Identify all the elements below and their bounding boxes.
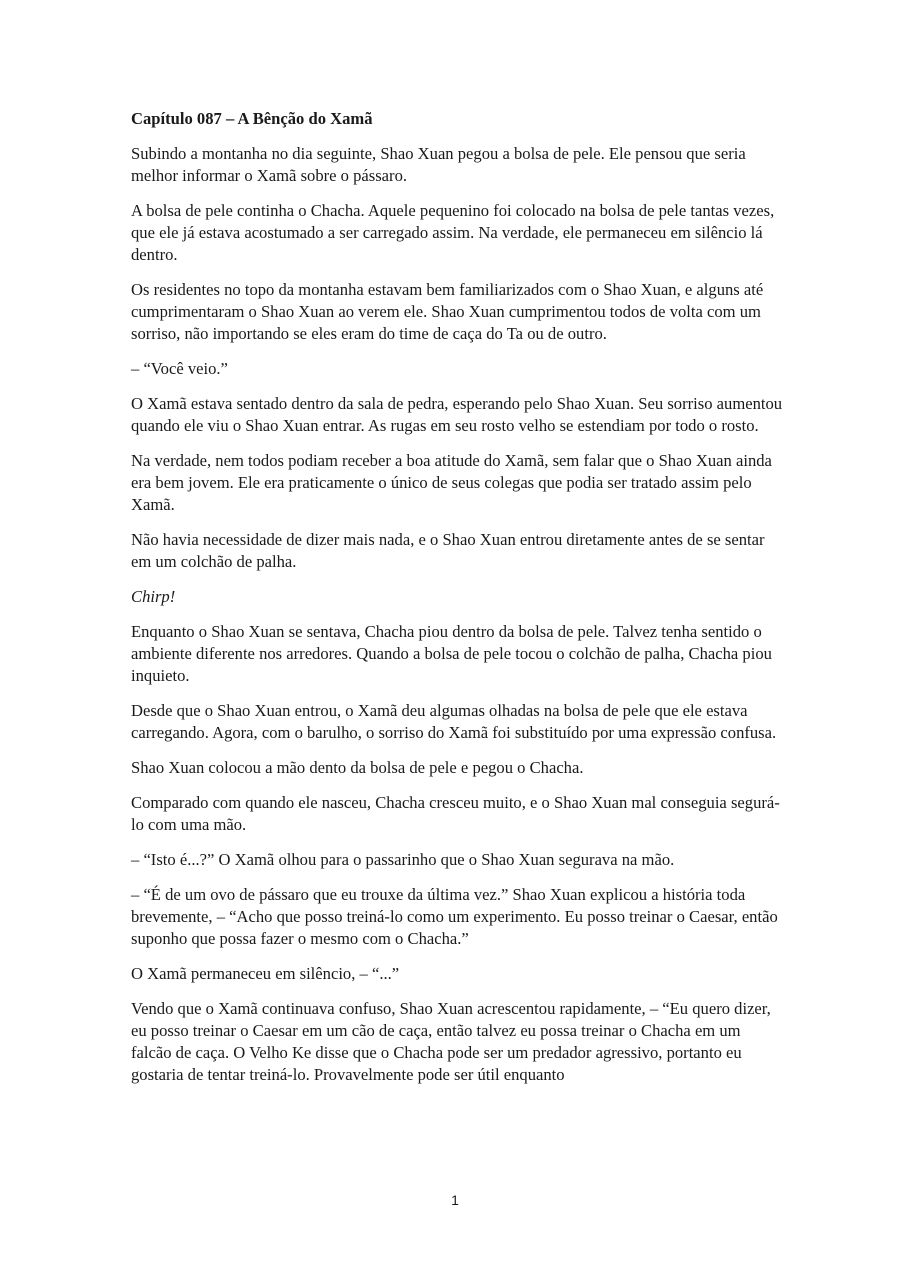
paragraph: Comparado com quando ele nasceu, Chacha cresceu muito, e o Shao Xuan mal conseguia segurá-lo com uma mão. xyxy=(131,793,780,834)
paragraph: Subindo a montanha no dia seguinte, Shao Xuan pegou a bolsa de pele. Ele pensou que seria melhor informar o Xamã sobre o pássaro. xyxy=(131,144,746,185)
paragraph: Vendo que o Xamã continuava confuso, Shao Xuan acrescentou rapidamente, – “Eu quero dizer, eu posso treinar o Caesar em um cão de caça, então talvez eu possa treinar o Chacha em um falcão de caça. O Velho Ke disse que o Chacha pode ser um predador agressivo, portanto eu gostaria de tentar treiná-lo. Provavelmente pode ser útil enquanto xyxy=(131,999,771,1084)
paragraph: – “Isto é...?” O Xamã olhou para o passarinho que o Shao Xuan segurava na mão. xyxy=(131,850,675,869)
paragraph: Na verdade, nem todos podiam receber a boa atitude do Xamã, sem falar que o Shao Xuan ainda era bem jovem. Ele era praticamente o único de seus colegas que podia ser tratado assim pelo Xamã. xyxy=(131,451,772,514)
paragraph: O Xamã estava sentado dentro da sala de pedra, esperando pelo Shao Xuan. Seu sorriso aumentou quando ele viu o Shao Xuan entrar. As rugas em seu rosto velho se estendiam por todo o rosto. xyxy=(131,394,783,435)
paragraph: Não havia necessidade de dizer mais nada, e o Shao Xuan entrou diretamente antes de se sentar em um colchão de palha. xyxy=(131,530,765,571)
paragraph: Enquanto o Shao Xuan se sentava, Chacha piou dentro da bolsa de pele. Talvez tenha sentido o ambiente diferente nos arredores. Quando a bolsa de pele tocou o colchão de palha, Chacha piou inquieto. xyxy=(131,622,772,685)
paragraph-list xyxy=(131,143,783,1086)
paragraph: Shao Xuan colocou a mão dento da bolsa de pele e pegou o Chacha. xyxy=(131,758,584,777)
paragraph: O Xamã permaneceu em silêncio, – “...” xyxy=(131,964,400,983)
paragraph: – “É de um ovo de pássaro que eu trouxe da última vez.” Shao Xuan explicou a história toda brevemente, – “Acho que posso treiná-lo como um experimento. Eu posso treinar o Caesar, então suponho que possa fazer o mesmo com o Chacha.” xyxy=(131,885,778,948)
paragraph: Os residentes no topo da montanha estavam bem familiarizados com o Shao Xuan, e alguns até cumprimentaram o Shao Xuan ao verem ele. Shao Xuan cumprimentou todos de volta com um sorriso, não importando se eles eram do time de caça do Ta ou de outro. xyxy=(131,280,764,343)
paragraph: – “Você veio.” xyxy=(131,359,228,378)
page-number: 1 xyxy=(451,1192,459,1208)
document-body xyxy=(131,108,783,1099)
paragraph: Chirp! xyxy=(131,587,176,606)
chapter-title: Capítulo 087 – A Bênção do Xamã xyxy=(131,109,373,128)
paragraph: Desde que o Shao Xuan entrou, o Xamã deu algumas olhadas na bolsa de pele que ele estava carregando. Agora, com o barulho, o sorriso do Xamã foi substituído por uma expressão confusa. xyxy=(131,701,777,742)
paragraph: A bolsa de pele continha o Chacha. Aquele pequenino foi colocado na bolsa de pele tantas vezes, que ele já estava acostumado a ser carregado assim. Na verdade, ele permaneceu em silêncio lá dentro. xyxy=(131,201,775,264)
